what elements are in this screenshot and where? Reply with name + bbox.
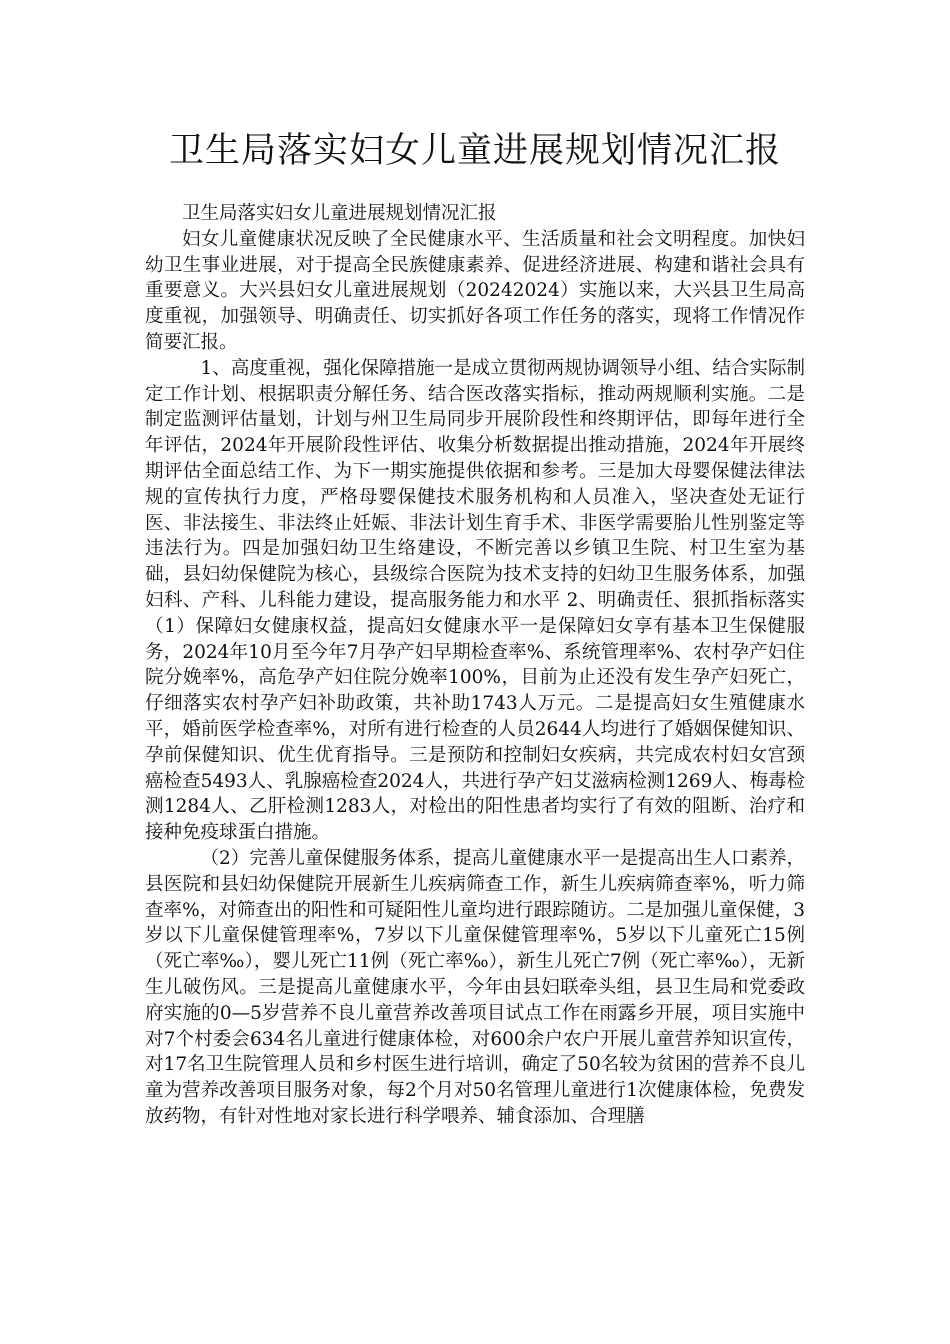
paragraph-subtitle: 卫生局落实妇女儿童进展规划情况汇报 (182, 203, 497, 224)
paragraph-section-2: （2）完善儿童保健服务体系，提高儿童健康水平一是提高出生人口素养，县医院和县妇幼保健院开展新生儿疾病筛查工作，新生儿疾病筛查率%，听力筛查率%，对筛查出的阳性和可疑阳性儿童均进行跟踪随访。二是加强儿童保健，3岁以下儿童保健管理率%，7岁以下儿童保健管理率%，5岁以下儿童死亡15例（死亡率‰），婴儿死亡11例（死亡率‰），新生儿死亡7例（死亡率‰），无新生儿破伤风。三是提高儿童健康水平，今年由县妇联牵头组，县卫生局和党委政府实施的0—5岁营养不良儿童营养改善项目试点工作在雨露乡开展，项目实施中对7个村委会634名儿童进行健康体检，对600余户农户开展儿童营养知识宣传，对17名卫生院管理人员和乡村医生进行培训，确定了50名较为贫困的营养不良儿童为营养改善项目服务对象，每2个月对50名管理儿童进行1次健康体检，免费发放药物，有针对性地对家长进行科学喂养、辅食添加、合理膳 (145, 847, 805, 1127)
document-title: 卫生局落实妇女儿童进展规划情况汇报 (168, 131, 781, 171)
paragraph-intro: 妇女儿童健康状况反映了全民健康水平、生活质量和社会文明程度。加快妇幼卫生事业进展，对于提高全民族健康素养、促进经济进展、构建和谐社会具有重要意义。大兴县妇女儿童进展规划（20242024）实施以来，大兴县卫生局高度重视，加强领导、明确责任、切实抓好各项工作任务的落实，现将工作情况作简要汇报。 (145, 228, 805, 353)
document-body (145, 201, 805, 1130)
paragraph-section-1: 1、高度重视，强化保障措施一是成立贯彻两规协调领导小组、结合实际制定工作计划、根据职责分解任务、结合医改落实指标，推动两规顺利实施。二是制定监测评估量划，计划与州卫生局同步开展阶段性和终期评估，即每年进行全年评估，2024年开展阶段性评估、收集分析数据提出推动措施，2024年开展终期评估全面总结工作、为下一期实施提供依据和参考。三是加大母婴保健法律法规的宣传执行力度，严格母婴保健技术服务机构和人员准入，坚决查处无证行医、非法接生、非法终止妊娠、非法计划生育手术、非医学需要胎儿性别鉴定等违法行为。四是加强妇幼卫生络建设，不断完善以乡镇卫生院、村卫生室为基础，县妇幼保健院为核心，县级综合医院为技术支持的妇幼卫生服务体系，加强妇科、产科、儿科能力建设，提高服务能力和水平 2、明确责任、狠抓指标落实（1）保障妇女健康权益，提高妇女健康水平一是保障妇女享有基本卫生保健服务，2024年10月至今年7月孕产妇早期检查率%、系统管理率%、农村孕产妇住院分娩率%，高危孕产妇住院分娩率100%，目前为止还没有发生孕产妇死亡，仔细落实农村孕产妇补助政策，共补助1743人万元。二是提高妇女生殖健康水平，婚前医学检查率%，对所有进行检查的人员2644人均进行了婚姻保健知识、孕前保健知识、优生优育指导。三是预防和控制妇女疾病，共完成农村妇女宫颈癌检查5493人、乳腺癌检查2024人，共进行孕产妇艾滋病检测1269人、梅毒检测1284人、乙肝检测1283人，对检出的阳性患者均实行了有效的阻断、治疗和接种免疫球蛋白措施。 (145, 357, 805, 844)
